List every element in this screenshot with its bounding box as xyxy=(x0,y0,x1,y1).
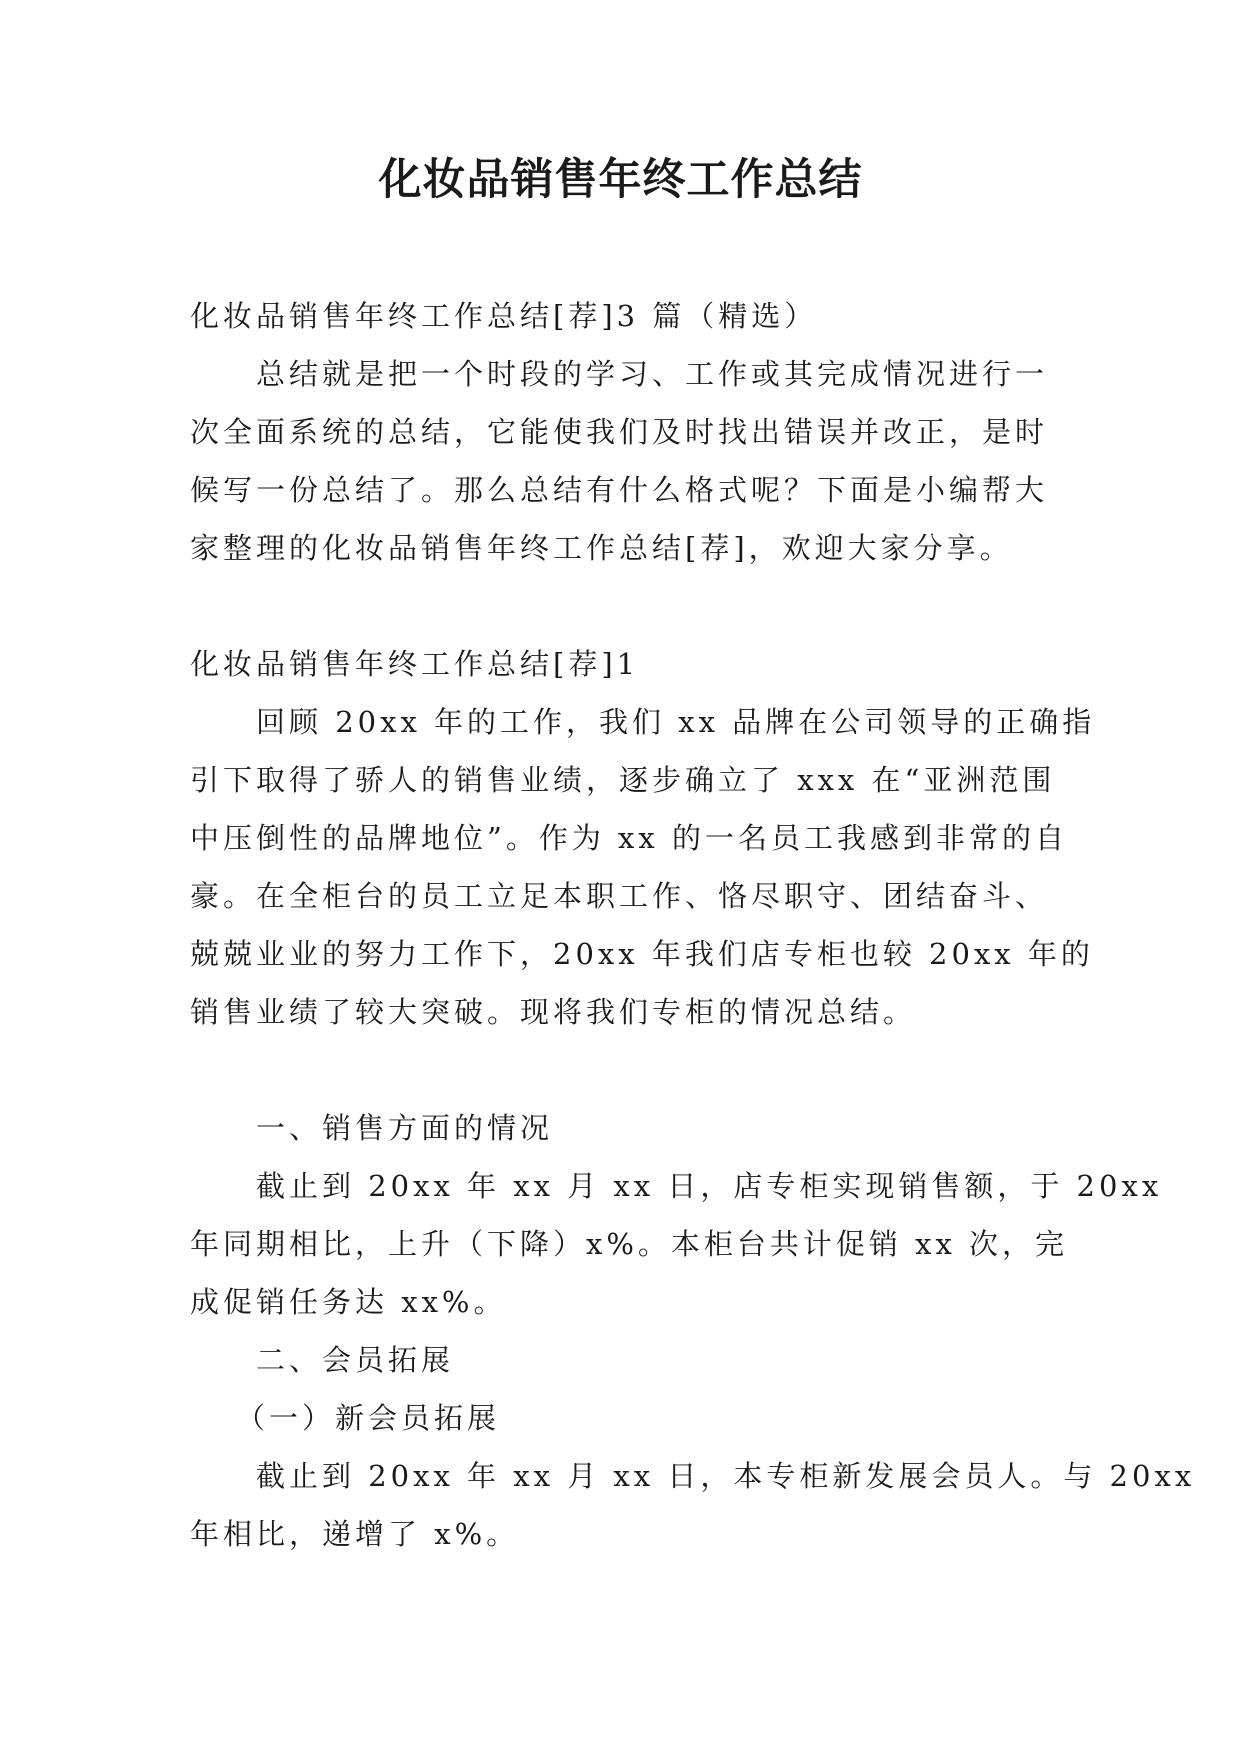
document-title: 化妆品销售年终工作总结 xyxy=(378,155,863,205)
section-heading: 化妆品销售年终工作总结[荐]1 xyxy=(190,647,640,681)
intro-line: 次全面系统的总结，它能使我们及时找出错误并改正，是时 xyxy=(190,415,1049,449)
part1-body-line: 截止到 20xx 年 xx 月 xx 日，店专柜实现销售额，于 20xx xyxy=(256,1169,1163,1203)
part2-heading: 二、会员拓展 xyxy=(256,1343,455,1377)
paragraph-gap xyxy=(190,1041,1050,1099)
intro-line: 候写一份总结了。那么总结有什么格式呢？下面是小编帮大 xyxy=(190,473,1049,507)
intro-line: 家整理的化妆品销售年终工作总结[荐]，欢迎大家分享。 xyxy=(190,531,1013,565)
part1-body-line: 年同期相比，上升（下降）x%。本柜台共计促销 xx 次，完 xyxy=(190,1227,1069,1261)
part2-body-line: 截止到 20xx 年 xx 月 xx 日，本专柜新发展会员人。与 20xx xyxy=(256,1459,1196,1493)
section-body-line: 回顾 20xx 年的工作，我们 xx 品牌在公司领导的正确指 xyxy=(256,705,1096,739)
document-body xyxy=(190,287,1196,1563)
section-body-line: 销售业绩了较大突破。现将我们专柜的情况总结。 xyxy=(190,995,917,1029)
paragraph-gap xyxy=(190,577,1050,635)
section-body-line: 兢兢业业的努力工作下，20xx 年我们店专柜也较 20xx 年的 xyxy=(190,937,1094,971)
part1-heading: 一、销售方面的情况 xyxy=(256,1111,554,1145)
part2-body-line: 年相比，递增了 x%。 xyxy=(190,1517,520,1551)
section-body-line: 豪。在全柜台的员工立足本职工作、恪尽职守、团结奋斗、 xyxy=(190,879,1049,913)
part2-sub-heading: （一）新会员拓展 xyxy=(236,1401,501,1435)
intro-line: 总结就是把一个时段的学习、工作或其完成情况进行一 xyxy=(256,357,1049,391)
document-subtitle: 化妆品销售年终工作总结[荐]3 篇（精选） xyxy=(190,299,818,333)
section-body-line: 引下取得了骄人的销售业绩，逐步确立了 xxx 在“亚洲范围 xyxy=(190,763,1056,797)
section-body-line: 中压倒性的品牌地位”。作为 xx 的一名员工我感到非常的自 xyxy=(190,821,1068,855)
part1-body-line: 成促销任务达 xx%。 xyxy=(190,1285,507,1319)
